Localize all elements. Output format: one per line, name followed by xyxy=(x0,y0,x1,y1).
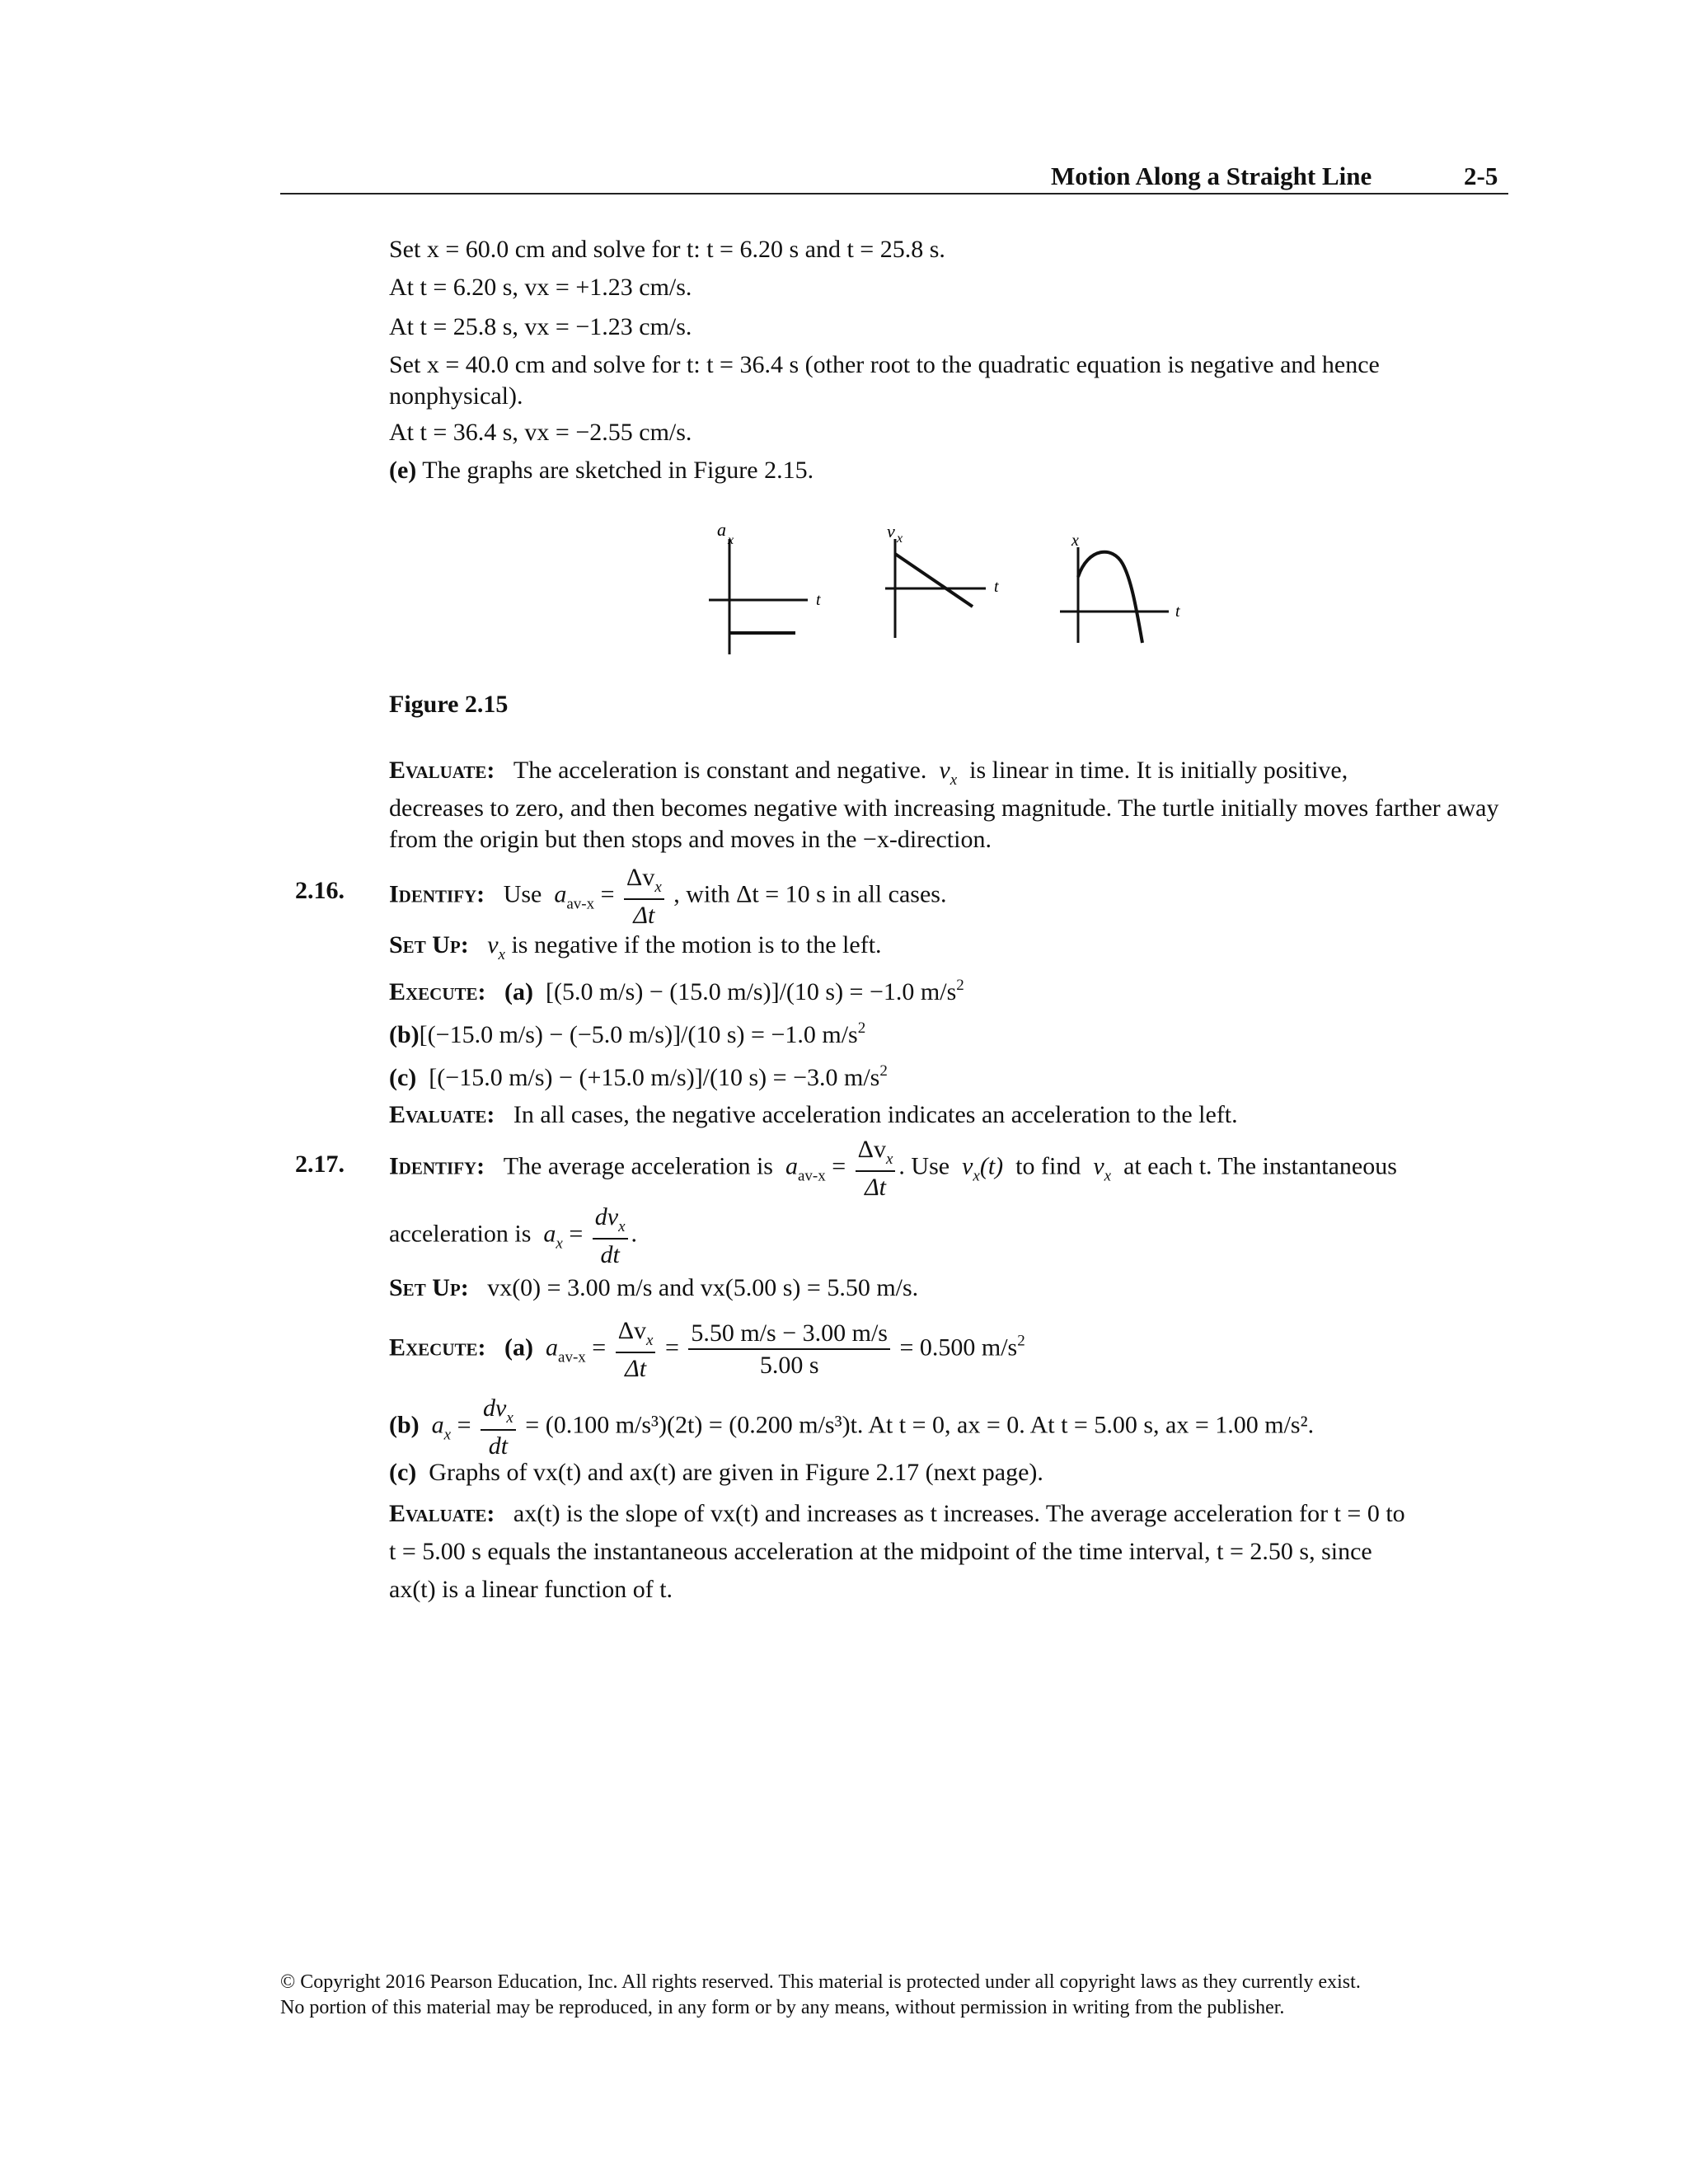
vx-curve xyxy=(895,554,973,607)
figure-caption: Figure 2.15 xyxy=(389,691,509,718)
vx-label: v xyxy=(887,521,895,541)
setup-line xyxy=(389,933,882,963)
part-label: (c) xyxy=(389,1459,417,1486)
frac-numerator: Δv xyxy=(617,1317,646,1344)
a-subscript: av-x xyxy=(566,895,595,913)
execute-text: [(−15.0 m/s) − (−5.0 m/s)]/(10 s) = −1.0 m/s xyxy=(419,1021,858,1048)
evaluate-line xyxy=(389,758,1348,788)
evaluate-text: In all cases, the negative acceleration indicates an acceleration to the left. xyxy=(513,1101,1238,1128)
identify-text: The average acceleration is xyxy=(503,1152,773,1180)
part-label: (c) xyxy=(389,1064,417,1091)
problem-number: 2.17. xyxy=(295,1151,345,1178)
text-line: Set x = 60.0 cm and solve for t: t = 6.20 s and t = 25.8 s. xyxy=(389,236,945,263)
frac-numerator: 5.50 m/s − 3.00 m/s xyxy=(688,1319,890,1350)
identify-text: Use xyxy=(503,880,542,908)
vx-subscript: x xyxy=(498,946,505,963)
setup-text: vx(0) = 3.00 m/s and vx(5.00 s) = 5.50 m/s. xyxy=(487,1274,919,1301)
a-symbol: a xyxy=(785,1152,798,1180)
acceleration-line: acceleration is $a_x$ = $\frac{dv_x}{dt}$ . xyxy=(389,1203,638,1268)
text-line: At t = 36.4 s, vx = −2.55 cm/s. xyxy=(389,419,692,446)
vx-subscript: x xyxy=(1104,1167,1112,1185)
execute-text: [(5.0 m/s) − (15.0 m/s)]/(10 s) = −1.0 m/s xyxy=(546,978,957,1005)
ax-symbol: a xyxy=(543,1220,556,1248)
identify-text: to find xyxy=(1015,1152,1081,1180)
execute-text: [(−15.0 m/s) − (+15.0 m/s)]/(10 s) = −3.0 m/s xyxy=(429,1064,880,1091)
ax-symbol: a xyxy=(431,1411,444,1439)
frac-numerator: Δv xyxy=(857,1136,886,1163)
frac-numerator: dv xyxy=(594,1203,619,1230)
execute-line xyxy=(389,1063,888,1090)
acceleration-text: acceleration is xyxy=(389,1220,532,1248)
superscript: 2 xyxy=(1017,1332,1025,1350)
execute-label: Execute: xyxy=(389,978,486,1005)
vx-subscript: x xyxy=(973,1167,980,1185)
copyright-footer xyxy=(280,1970,1508,2021)
part-label: (b) xyxy=(389,1021,420,1048)
vx-subscript: x xyxy=(950,771,958,789)
frac-denominator: dt xyxy=(600,1240,620,1268)
figure-2-15 xyxy=(701,519,1195,663)
x-graph xyxy=(1060,532,1180,643)
setup-label: Set Up: xyxy=(389,1274,469,1301)
fraction xyxy=(856,1136,896,1201)
part-label: (e) xyxy=(389,457,417,484)
superscript: 2 xyxy=(857,1019,866,1037)
a-subscript: av-x xyxy=(797,1167,826,1185)
evaluate-text: The acceleration is constant and negative. xyxy=(513,757,927,784)
vx-graph xyxy=(885,521,999,638)
evaluate-paragraph: decreases to zero, and then becomes negative with increasing magnitude. The turtle initially moves farther away from the origin but then stops and moves in the −x-direction. xyxy=(389,794,1499,853)
evaluate-label: Evaluate: xyxy=(389,1101,495,1128)
setup-label: Set Up: xyxy=(389,931,469,958)
execute-line xyxy=(389,1460,1043,1485)
execute-text: = 0.500 m/s xyxy=(899,1333,1018,1361)
frac-numerator-sub: x xyxy=(618,1218,626,1235)
setup-text: is negative if the motion is to the left. xyxy=(511,931,882,958)
frac-denominator: 5.00 s xyxy=(759,1352,819,1380)
frac-denominator: Δt xyxy=(865,1173,887,1201)
frac-denominator: Δt xyxy=(633,901,655,929)
frac-numerator: Δv xyxy=(626,864,655,891)
execute-line xyxy=(389,977,964,1005)
ax-subscript: x xyxy=(443,1426,452,1444)
figure-2-15-graphs xyxy=(701,519,1195,663)
execute-text: = (0.100 m/s³)(2t) = (0.200 m/s³)t. At t = 0, ax = 0. At t = 5.00 s, ax = 1.00 m/s². xyxy=(525,1411,1315,1439)
x-curve xyxy=(1078,552,1142,643)
setup-line xyxy=(389,1276,918,1301)
page-number: 2-5 xyxy=(1464,162,1498,190)
footer-line: © Copyright 2016 Pearson Education, Inc. All rights reserved. This material is protected under all copyright laws as they currently exist. xyxy=(280,1971,1361,1993)
header-rule xyxy=(280,193,1508,194)
ax-label: a xyxy=(717,519,726,540)
evaluate-text: ax(t) is the slope of vx(t) and increases as t increases. The average acceleration for t = 0 to xyxy=(513,1500,1405,1527)
fraction xyxy=(624,864,664,929)
fraction xyxy=(593,1203,628,1268)
frac-numerator: dv xyxy=(483,1394,507,1422)
vx-label-sub: x xyxy=(897,532,903,546)
evaluate-line xyxy=(389,1103,1238,1127)
identify-text: , with Δt = 10 s in all cases. xyxy=(673,880,947,908)
part-text: The graphs are sketched in Figure 2.15. xyxy=(416,457,814,484)
vx-arg: (t) xyxy=(979,1152,1004,1180)
x-label: x xyxy=(1071,532,1079,550)
t-label: t xyxy=(994,578,999,596)
text-line xyxy=(389,458,814,483)
superscript: 2 xyxy=(956,977,964,994)
problem-number: 2.16. xyxy=(295,877,345,904)
identify-text: . Use xyxy=(898,1152,950,1180)
fraction xyxy=(481,1394,516,1460)
ax-subscript: x xyxy=(556,1235,563,1253)
identify-line: Identify: Use $a_{av-x}$ = $\frac{\Delta v_x}{\Delta t}$ , with Δt = 10 s in all cases. xyxy=(389,864,947,929)
fraction xyxy=(688,1319,890,1379)
part-label: (a) xyxy=(504,978,534,1005)
frac-denominator: dt xyxy=(488,1432,509,1460)
superscript: 2 xyxy=(879,1062,888,1080)
ax-graph xyxy=(709,519,821,654)
vx-symbol: v xyxy=(1093,1152,1104,1180)
part-label: (a) xyxy=(504,1333,534,1361)
evaluate-text: is linear in time. It is initially positive, xyxy=(969,757,1348,784)
a-symbol: a xyxy=(554,880,567,908)
ax-label-sub: x xyxy=(728,533,734,547)
evaluate-label: Evaluate: xyxy=(389,1500,495,1527)
vx-symbol: v xyxy=(487,931,499,958)
evaluate-line xyxy=(389,1502,1405,1526)
frac-numerator-sub: x xyxy=(654,879,662,896)
evaluate-line: ax(t) is a linear function of t. xyxy=(389,1576,673,1603)
t-label: t xyxy=(1175,602,1180,621)
identify-label: Identify: xyxy=(389,880,485,908)
execute-line: Execute: (a) $a_{av-x}$ = $\frac{\Delta v_x}{\Delta t}$ = $\frac{5.50 m/s - 3.00 m/s}{5.00 s}$ = 0.500 $m/s^2$ xyxy=(389,1317,1025,1382)
part-label: (b) xyxy=(389,1411,420,1439)
execute-line: (b) $a_x$ = $\frac{dv_x}{dt}$ = (0.100 m/s³)(2t) = (0.200 m/s³)t. At t = 0, ax = 0. At t = 5.00 s, ax = 1.00 m/s². xyxy=(389,1394,1315,1460)
fraction xyxy=(616,1317,656,1382)
a-symbol: a xyxy=(546,1333,559,1361)
execute-line xyxy=(389,1020,865,1047)
frac-numerator-sub: x xyxy=(646,1332,654,1349)
identify-line: Identify: The average acceleration is $a_{av-x}$ = $\frac{\Delta v_x}{\Delta t}$ . Use $v_x(t)$ to find $v_x$ at each t. The instantaneous xyxy=(389,1136,1397,1201)
evaluate-label: Evaluate: xyxy=(389,757,495,784)
identify-text: at each t. The instantaneous xyxy=(1123,1152,1397,1180)
a-subscript: av-x xyxy=(558,1348,586,1366)
text-paragraph: Set x = 40.0 cm and solve for t: t = 36.4 s (other root to the quadratic equation is negative and hence nonphysical). xyxy=(389,351,1380,410)
frac-denominator: Δt xyxy=(625,1354,647,1382)
execute-text: Graphs of vx(t) and ax(t) are given in Figure 2.17 (next page). xyxy=(429,1459,1043,1486)
text-line: At t = 25.8 s, vx = −1.23 cm/s. xyxy=(389,313,692,340)
frac-numerator-sub: x xyxy=(506,1409,513,1427)
vx-symbol: v xyxy=(962,1152,973,1180)
execute-label: Execute: xyxy=(389,1333,486,1361)
evaluate-line: t = 5.00 s equals the instantaneous acceleration at the midpoint of the time interval, t = 2.50 s, since xyxy=(389,1538,1372,1565)
vx-symbol: v xyxy=(939,757,950,784)
footer-line: No portion of this material may be reproduced, in any form or by any means, without permission in writing from the publisher. xyxy=(280,1997,1285,2018)
identify-label: Identify: xyxy=(389,1152,485,1180)
running-header-title: Motion Along a Straight Line xyxy=(1051,162,1372,190)
t-label: t xyxy=(816,591,821,609)
frac-numerator-sub: x xyxy=(885,1151,893,1168)
text-line: At t = 6.20 s, vx = +1.23 cm/s. xyxy=(389,274,692,301)
